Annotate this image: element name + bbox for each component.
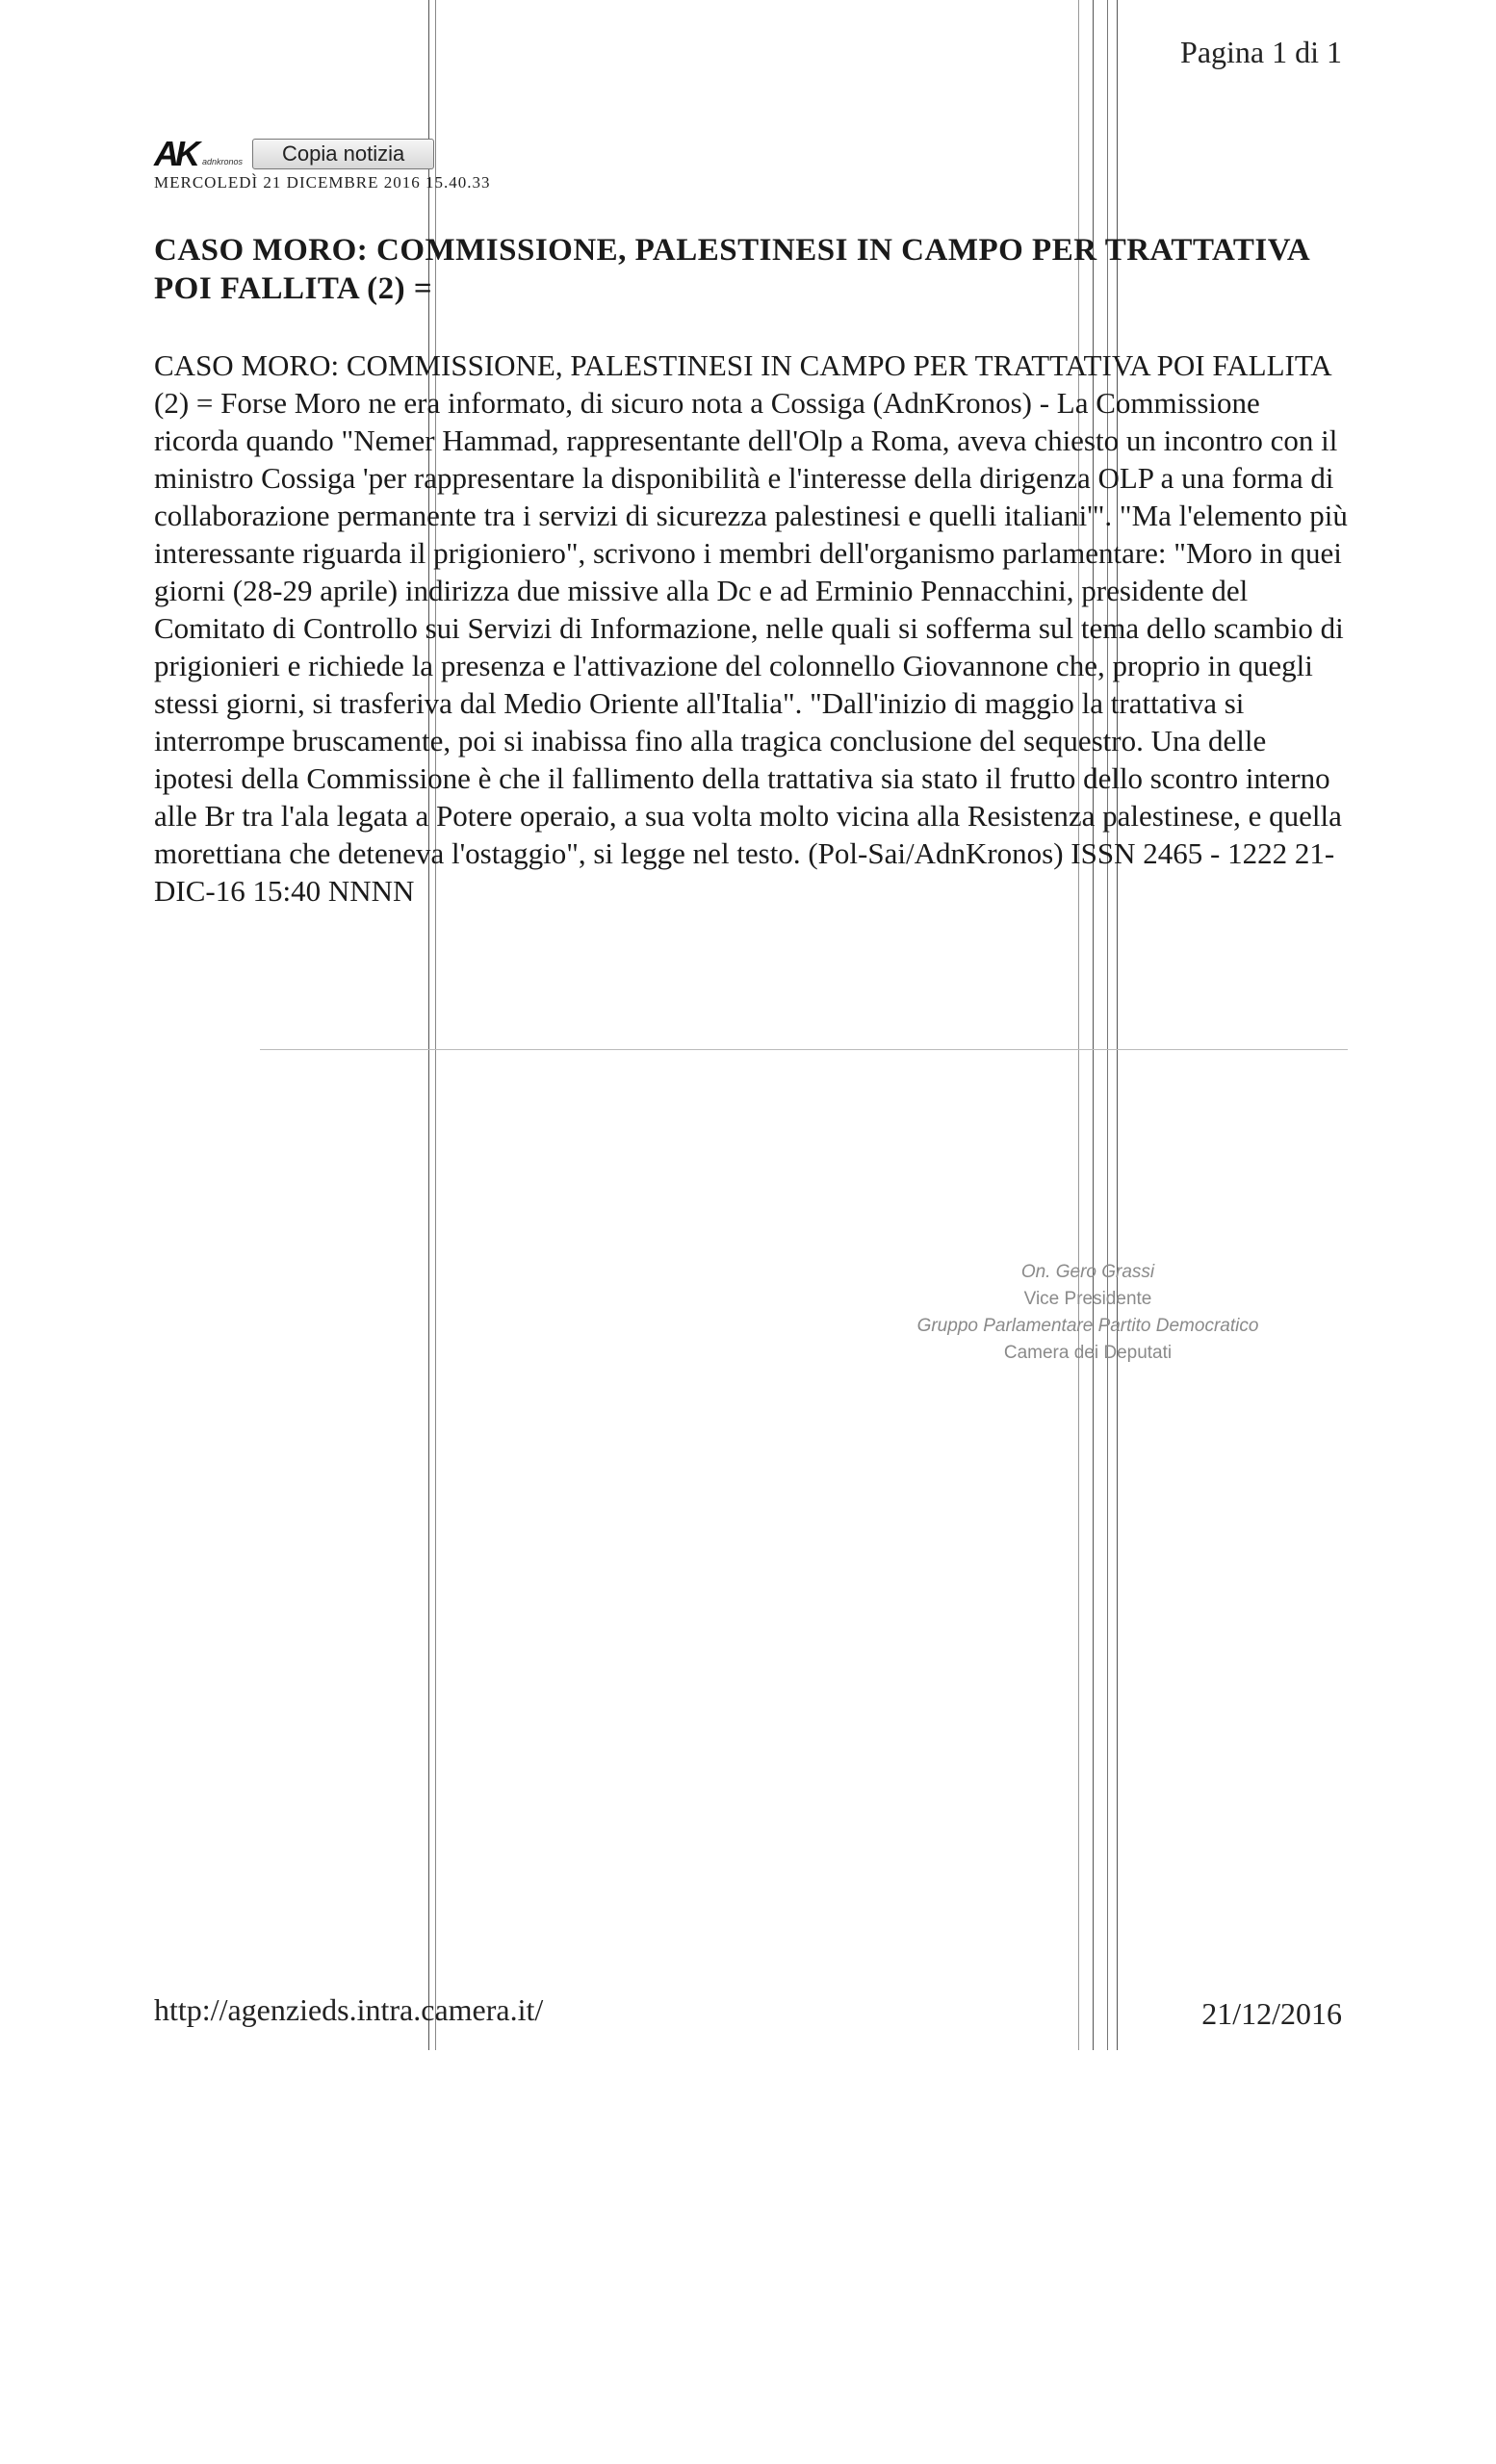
signature-name: On. Gero Grassi	[1020, 1262, 1155, 1282]
signature-role: Vice Presidente	[1023, 1289, 1152, 1309]
news-headline: CASO MORO: COMMISSIONE, PALESTINESI IN CAMPO PER TRATTATIVA POI FALLITA (2) =	[154, 233, 1309, 306]
signature-chamber: Camera dei Deputati	[1003, 1343, 1173, 1363]
signature-group: Gruppo Parlamentare Partito Democratico	[916, 1316, 1259, 1336]
signature-stamp	[866, 1259, 1309, 1367]
page-indicator: Pagina 1 di 1	[1180, 35, 1342, 69]
footer-date: 21/12/2016	[1201, 1996, 1342, 2031]
footer-url: http://agenzieds.intra.camera.it/	[154, 1992, 544, 2027]
adnkronos-logo-icon: AK	[154, 134, 196, 173]
news-timestamp: MERCOLEDÌ 21 DICEMBRE 2016 15.40.33	[154, 173, 491, 192]
agency-toolbar	[154, 133, 434, 173]
copy-news-button[interactable]: Copia notizia	[252, 139, 434, 169]
agency-logo-word: adnkronos	[202, 157, 244, 167]
divider	[260, 1049, 1348, 1050]
news-body: CASO MORO: COMMISSIONE, PALESTINESI IN CAMPO PER TRATTATIVA POI FALLITA (2) = Forse Moro ne era informato, di sicuro nota a Cossiga (AdnKronos) - La Commissione ricorda quando "Nemer Hammad, rappresentante dell'Olp a Roma, aveva chiesto un incontro con il ministro Cossiga 'per rappresentare la disponibilità e l'interesse della dirigenza OLP a una forma di collaborazione permanente tra i servizi di sicurezza palestinesi e quelli italiani'". "Ma l'elemento più interessante riguarda il prigioniero", scrivono i membri dell'organismo parlamentare: "Moro in quei giorni (28-29 aprile) indirizza due missive alla Dc e ad Erminio Pennacchini, presidente del Comitato di Controllo sui Servizi di Informazione, nelle quali si sofferma sul tema dello scambio di prigionieri e richiede la presenza e l'attivazione del colonnello Giovannone che, proprio in quegli stessi giorni, si trasferiva dal Medio Oriente all'Italia". "Dall'inizio di maggio la trattativa si interrompe bruscamente, poi si inabissa fino alla tragica conclusione del sequestro. Una delle ipotesi della Commissione è che il fallimento della trattativa sia stato il frutto dello scontro interno alle Br tra l'ala legata a Potere operaio, a sua volta molto vicina alla Resistenza palestinese, e quella morettiana che deteneva l'ostaggio", si legge nel testo. (Pol-Sai/AdnKronos) ISSN 2465 - 1222 21-DIC-16 15:40 NNNN	[154, 348, 1348, 908]
